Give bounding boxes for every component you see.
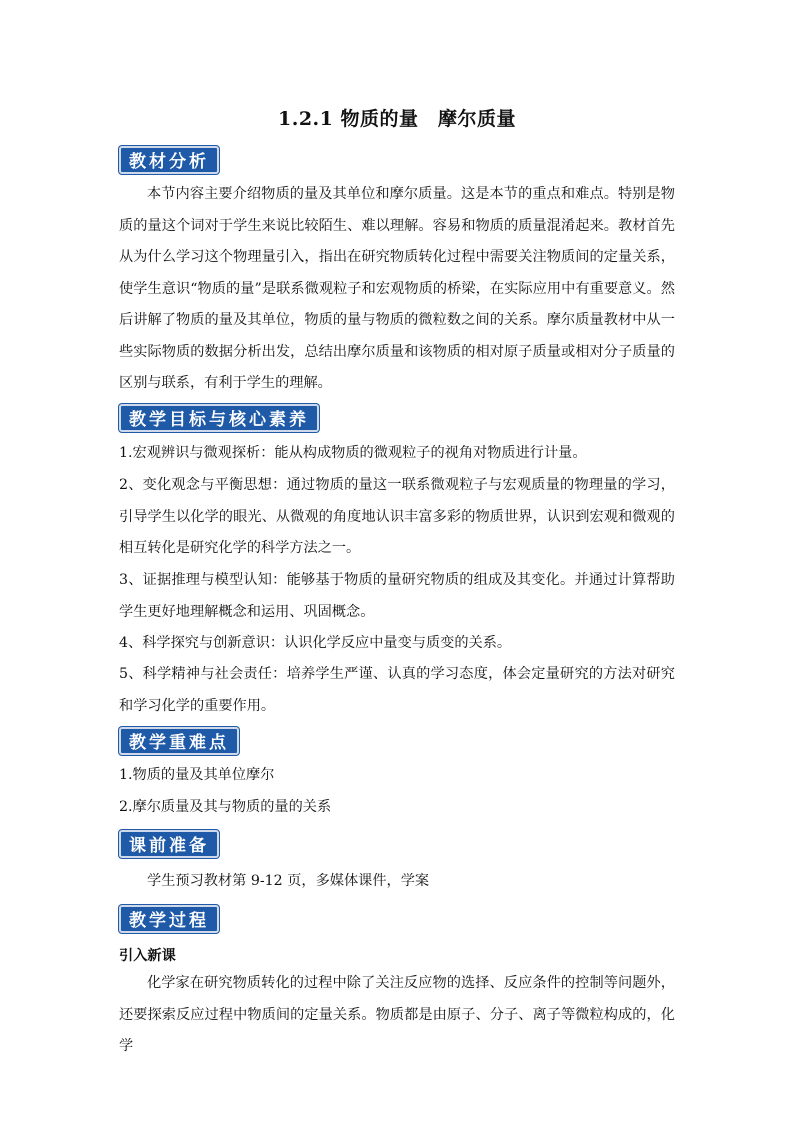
goal-item-5: 5、科学精神与社会责任：培养学生严谨、认真的学习态度，体会定量研究的方法对研究和学习化学的重要作用。: [119, 666, 675, 714]
goal-item-2: 2、变化观念与平衡思想：通过物质的量这一联系微观粒子与宏观质量的物理量的学习，引导学生以化学的眼光、从微观的角度地认识丰富多彩的物质世界，认识到宏观和微观的相互转化是研究化学的科学方法之一。: [119, 477, 675, 556]
goal-item-1: 1.宏观辨识与微观探析：能从构成物质的微观粒子的视角对物质进行计量。: [119, 445, 587, 461]
page-title: 1.2.1 物质的量 摩尔质量: [277, 108, 516, 130]
section-heading-keypoints: 教学重难点: [119, 727, 239, 755]
keypoint-item-1: 1.物质的量及其单位摩尔: [119, 767, 275, 783]
section-heading-process: 教学过程: [119, 905, 219, 933]
preparation-text: 学生预习教材第 9-12 页，多媒体课件，学案: [147, 873, 430, 889]
keypoint-item-2: 2.摩尔质量及其与物质的量的关系: [119, 799, 332, 815]
process-subheading: 引入新课: [119, 948, 176, 964]
section-heading-preparation: 课前准备: [119, 830, 219, 858]
section-heading-analysis: 教材分析: [119, 146, 219, 174]
analysis-paragraph: 本节内容主要介绍物质的量及其单位和摩尔质量。这是本节的重点和难点。特别是物质的量这个词对于学生来说比较陌生、难以理解。容易和物质的质量混淆起来。教材首先从为什么学习这个物理量引入，指出在研究物质转化过程中需要关注物质间的定量关系，使学生意识“物质的量”是联系微观粒子和宏观物质的桥梁，在实际应用中有重要意义。然后讲解了物质的量及其单位，物质的量与物质的微粒数之间的关系。摩尔质量教材中从一些实际物质的数据分析出发，总结出摩尔质量和该物质的相对原子质量或相对分子质量的区别与联系，有利于学生的理解。: [119, 186, 675, 391]
goal-item-4: 4、科学探究与创新意识：认识化学反应中量变与质变的关系。: [119, 635, 512, 651]
process-paragraph: 化学家在研究物质转化的过程中除了关注反应物的选择、反应条件的控制等问题外，还要探索反应过程中物质间的定量关系。物质都是由原子、分子、离子等微粒构成的，化学: [119, 975, 675, 1054]
goal-item-3: 3、证据推理与模型认知：能够基于物质的量研究物质的组成及其变化。并通过计算帮助学生更好地理解概念和运用、巩固概念。: [119, 572, 675, 620]
section-heading-goals: 教学目标与核心素养: [119, 404, 319, 432]
